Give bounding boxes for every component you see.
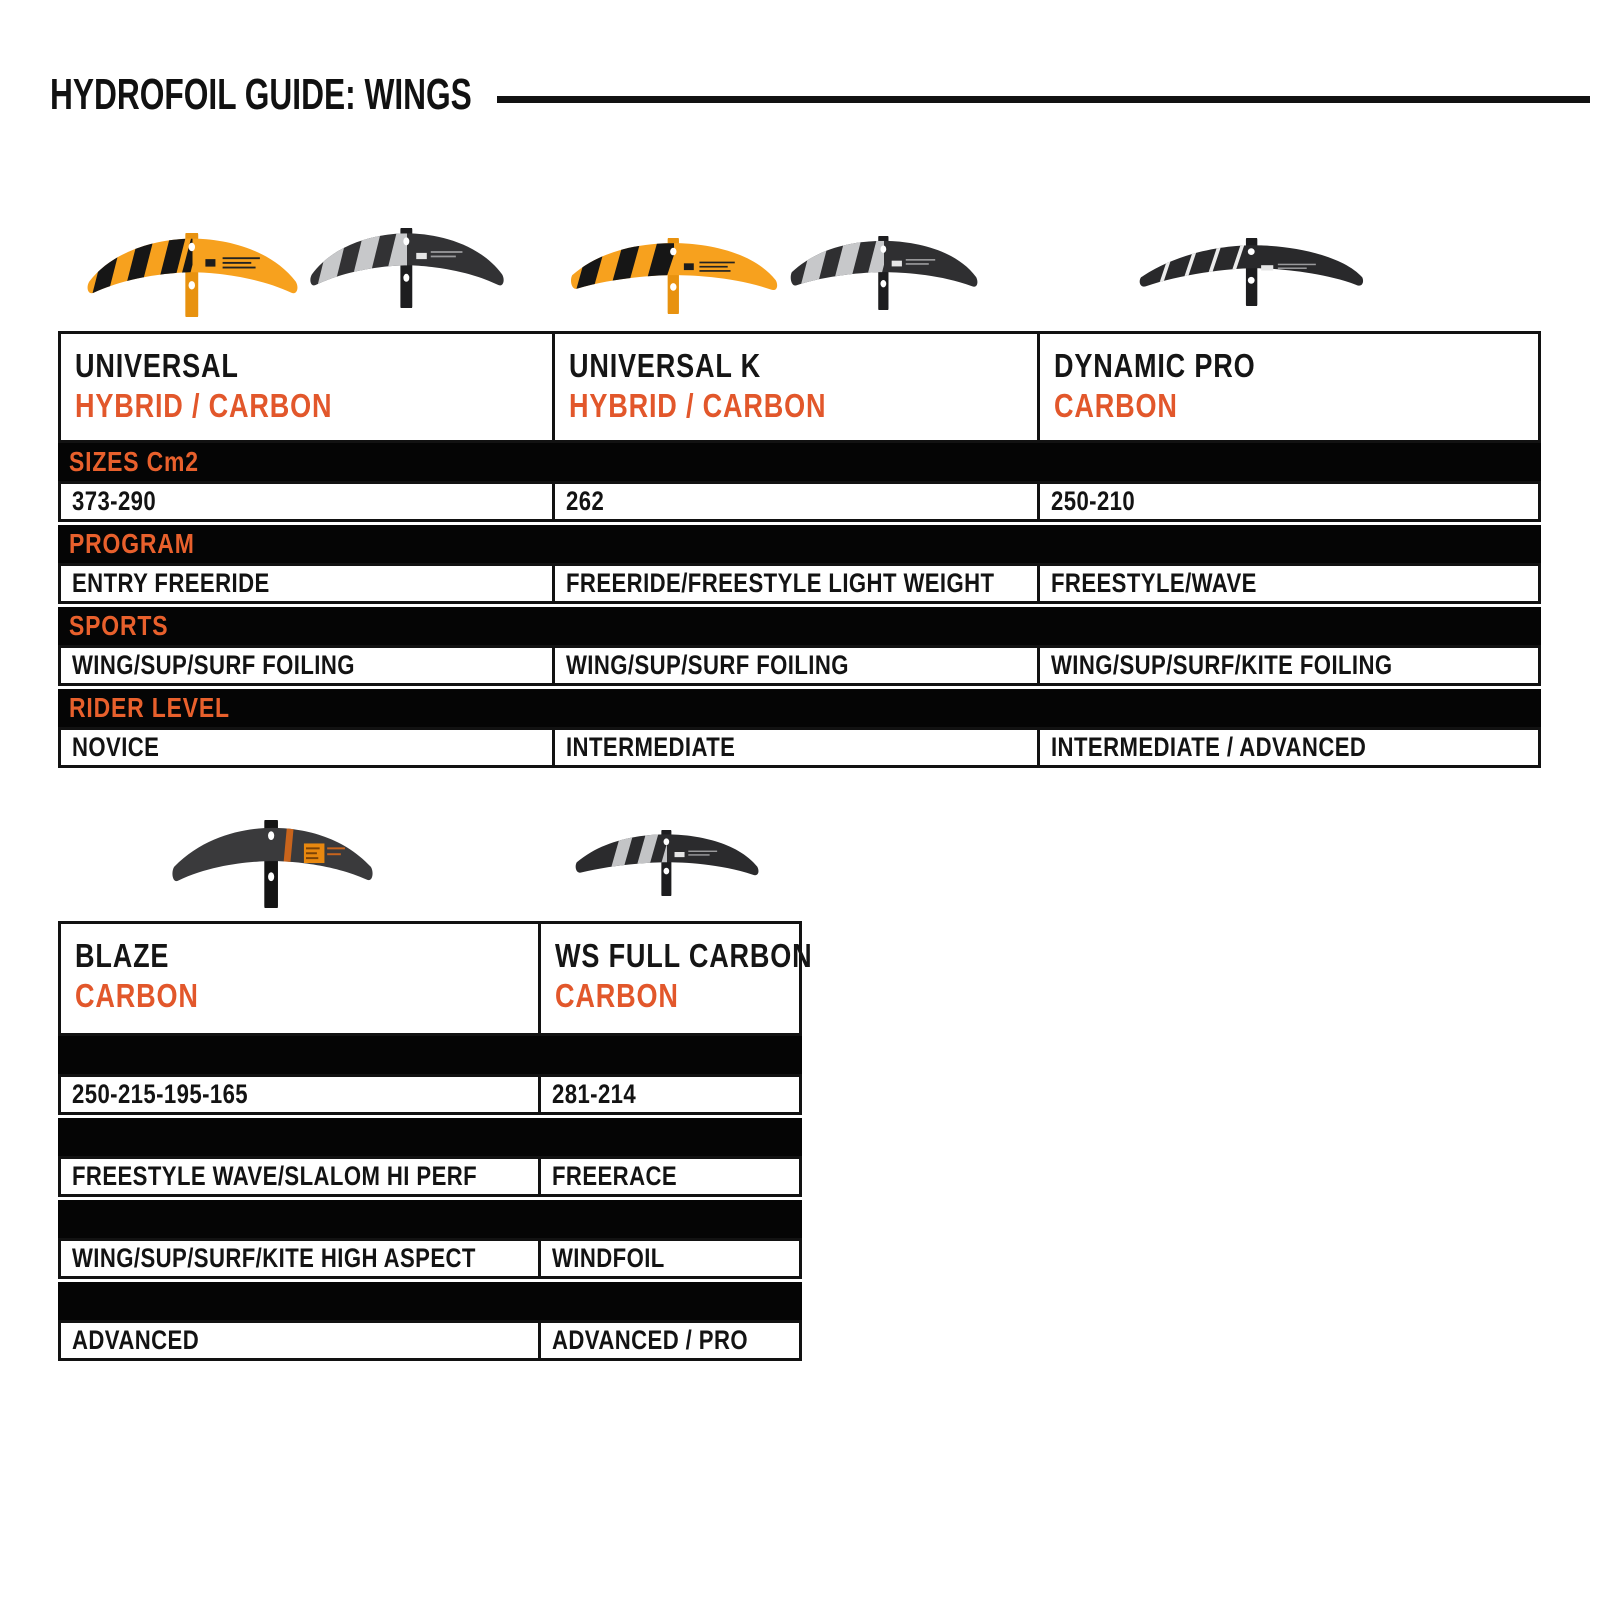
product-name: DYNAMIC PRO — [1054, 347, 1256, 384]
title-rule — [497, 96, 1590, 103]
row-band-program — [58, 1118, 802, 1156]
row-band-sports — [58, 607, 1541, 645]
row-label-sports: SPORTS — [69, 610, 169, 641]
row-band-rider-level — [58, 1282, 802, 1320]
ws-full-carbon-wing-image-icon — [573, 830, 761, 896]
product-name: BLAZE — [75, 937, 170, 974]
product-header-ws-full-carbon — [538, 924, 869, 1033]
row-label-sizes: SIZES Cm2 — [69, 446, 199, 477]
sizes-universal: 373-290 — [72, 486, 157, 516]
product-header-dynamic-pro — [1037, 334, 1538, 440]
sports-dynamic-pro: WING/SUP/SURF/KITE FOILING — [1037, 648, 1538, 683]
product-construction: CARBON — [75, 977, 199, 1015]
table-row-sizes — [58, 481, 1541, 522]
row-band-rider-level — [58, 689, 1541, 727]
wings-spec-table-main — [58, 331, 1541, 771]
table-row-program — [58, 1156, 802, 1197]
page-header — [50, 70, 1543, 130]
table-header-row — [58, 921, 813, 1036]
program-blaze: FREESTYLE WAVE/SLALOM HI PERF — [72, 1161, 478, 1191]
table-row-sports — [58, 645, 1541, 686]
row-band-program — [58, 525, 1541, 563]
rider-level-ws-full-carbon: ADVANCED / PRO — [538, 1323, 799, 1358]
product-name: UNIVERSAL K — [569, 347, 761, 384]
row-band-sizes — [58, 1036, 802, 1074]
universal-k-carbon-wing-image-icon — [788, 236, 980, 310]
product-construction: CARBON — [1054, 387, 1178, 425]
sizes-universal-k: 262 — [552, 484, 1037, 519]
table-row-rider-level — [58, 727, 1541, 768]
row-band-sports — [58, 1200, 802, 1238]
dynamic-pro-wing-image-icon — [1138, 238, 1366, 306]
sizes-dynamic-pro: 250-210 — [1037, 484, 1538, 519]
page-title: HYDROFOIL GUIDE: WINGS — [50, 70, 472, 119]
program-universal-k: FREERIDE/FREESTYLE LIGHT WEIGHT — [552, 566, 1037, 601]
rider-level-universal: NOVICE — [72, 732, 160, 762]
universal-carbon-wing-image-icon — [308, 228, 506, 308]
sports-universal-k: WING/SUP/SURF FOILING — [552, 648, 1037, 683]
sports-ws-full-carbon: WINDFOIL — [538, 1241, 799, 1276]
row-label-program: PROGRAM — [69, 528, 195, 559]
rider-level-blaze: ADVANCED — [72, 1325, 200, 1355]
universal-k-hybrid-wing-image-icon — [568, 238, 780, 314]
row-band-sizes — [58, 443, 1541, 481]
product-construction: CARBON — [555, 977, 679, 1015]
row-label-rider-level: RIDER LEVEL — [69, 692, 230, 723]
sports-blaze: WING/SUP/SURF/KITE HIGH ASPECT — [72, 1243, 476, 1273]
rider-level-universal-k: INTERMEDIATE — [552, 730, 1037, 765]
product-name: UNIVERSAL — [75, 347, 239, 384]
product-header-universal-k — [552, 334, 1037, 440]
universal-hybrid-wing-image-icon — [85, 233, 300, 317]
table-row-program — [58, 563, 1541, 604]
product-name: WS FULL CARBON — [555, 937, 813, 974]
product-construction: HYBRID / CARBON — [569, 387, 827, 425]
blaze-wing-image-icon — [170, 820, 375, 908]
product-header-universal — [61, 334, 552, 440]
rider-level-dynamic-pro: INTERMEDIATE / ADVANCED — [1037, 730, 1538, 765]
sports-universal: WING/SUP/SURF FOILING — [72, 650, 355, 680]
table-header-row — [58, 331, 1541, 443]
product-construction: HYBRID / CARBON — [75, 387, 333, 425]
sizes-blaze: 250-215-195-165 — [72, 1079, 249, 1109]
program-universal: ENTRY FREERIDE — [72, 568, 270, 598]
program-ws-full-carbon: FREERACE — [538, 1159, 799, 1194]
program-dynamic-pro: FREESTYLE/WAVE — [1037, 566, 1538, 601]
sizes-ws-full-carbon: 281-214 — [538, 1077, 799, 1112]
table-row-sports — [58, 1238, 802, 1279]
wings-spec-table-secondary — [58, 921, 813, 1364]
product-header-blaze — [61, 924, 538, 1033]
table-row-rider-level — [58, 1320, 802, 1361]
table-row-sizes — [58, 1074, 802, 1115]
